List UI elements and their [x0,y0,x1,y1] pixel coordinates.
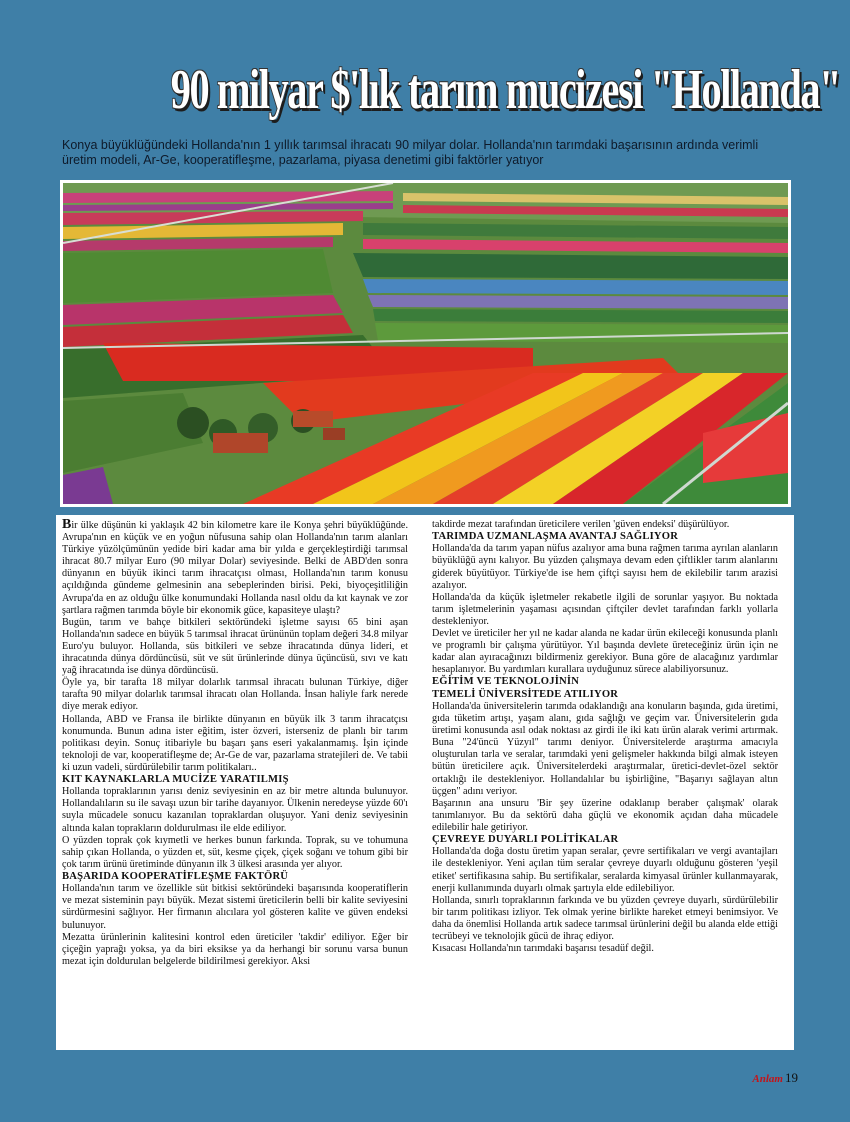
section-heading: KIT KAYNAKLARLA MUCİZE YARATILMIŞ [62,773,289,785]
page-number: 19 [785,1070,798,1085]
paragraph: Hollanda'da da tarım yapan nüfus azalıyor ama buna rağmen tarıma ayrılan alanların büyüklüğü aynı kalıyor. Bu yüzden çalışmaya devam eden çiftlikler tarım alanlarını giderek büyütüyor. Türkiye'de ise hem çiftçi sayısı hem de ekilebilir tarım arazisi azalıyor. [432,543,778,591]
section-heading: TEMELİ ÜNİVERSİTEDE ATILIYOR [432,688,619,700]
paragraph: Mezatta ürünlerinin kalitesini kontrol eden üreticiler 'takdir' ediliyor. Eğer bir çiçeğin yaprağı yoksa, ya da biri eksikse ya da herhangi bir sorunu varsa bunun mezat için doldurulan belgelerde bildirilmesi gerekiyor. Aksi [62,931,408,967]
paragraph: Hollanda, ABD ve Fransa ile birlikte dünyanın en büyük ilk 3 tarım ihracatçısı konumunda. Bunun adına ister eğitim, ister özveri, isterseniz de planlı bir tarım politikası deyin. Sonuç itibariyle bu başarı şans eseri yakalanmamış. İşin içinde teknoloji de var, kooperatifleşme de; Ar-Ge de var, pazarlama stratejileri de. Ve tabii ki uzun vadeli, sürdürülebilir tarım politikaları.. [62,713,408,773]
paragraph: Devlet ve üreticiler her yıl ne kadar alanda ne kadar ürün ekileceği konusunda planlı ve programlı bir çalışma yürütüyor. Yıl başında devlete üreteceğiniz ürün için ne kadar alan ayıracağınızı bildirmeniz gerekiyor. Buna göre de alacağınız yardımlar hesaplanıyor. Bu yardımları kurallara uyduğunuz sürece alabiliyorsunuz. [432,628,778,676]
paragraph: Hollanda, sınırlı topraklarının farkında ve bu yüzden çevreye duyarlı, sürdürülebilir bir tarım politikası izliyor. Tek olmak yerine birlikte hareket etmeyi benimsiyor. Ve daha da önemlisi Hollanda artık sadece tarımsal ürünlerini değil bu alanda elde ettiği tecrübeyi ve teknolojik gücü de ihraç ediyor. [432,894,778,942]
paragraph: Kısacası Hollanda'nın tarımdaki başarısı tesadüf değil. [432,943,654,955]
drop-cap: B [62,517,72,532]
paragraph: Hollanda topraklarının yarısı deniz seviyesinin en az bir metre altında bulunuyor. Hollandalıların su ile savaşı uzun bir tarihe dayanıyor. Ülkenin neredeyse yüzde 60'ı suyla mücadele sonucu kazanılan topraklardan oluşuyor. Yani deniz seviyesinin altında kalan toprakların doldurulması ile elde ediliyor. [62,786,408,834]
left-column [62,519,408,968]
right-column [432,519,778,955]
tulip-fields-illustration [63,183,788,504]
article-subtitle: Konya büyüklüğündeki Hollanda'nın 1 yıllık tarımsal ihracatı 90 milyar dolar. Hollanda'nın tarımdaki başarısının ardında verimli üretim modeli, Ar-Ge, kooperatifleşme, pazarlama, piyasa denetimi gibi faktörler yatıyor [62,138,759,167]
paragraph: O yüzden toprak çok kıymetli ve herkes bunun farkında. Toprak, su ve tohumuna sahip çıkan Hollanda, o yüzden et, süt, kesme çiçek, çiçek soğanı ve tohum gibi bir çok tarım ürünü üretiminde dünyanın ilk 3 ülkesi arasında yer alıyor. [62,834,408,870]
article-title: 90 milyar $'lık tarım mucizesi "Hollanda" [170,59,841,121]
section-heading: BAŞARIDA KOOPERATİFLEŞME FAKTÖRÜ [62,870,289,882]
paragraph: Öyle ya, bir tarafta 18 milyar dolarlık tarımsal ihracatı bulunan Türkiye, diğer tarafta 90 milyar dolarlık tarımsal ihracatı olan Hollanda. İnsan haliyle fark nerede diye merak ediyor. [62,677,408,713]
article-body [56,515,794,1050]
paragraph: Bugün, tarım ve bahçe bitkileri sektöründeki işletme sayısı 65 bini aşan Hollanda'nın sadece en büyük 5 tarımsal ihracat ürününün toplam değeri 34.8 milyar Euro'yu buluyor. Hollanda, süs bitkileri ve sebze ihracatında dünya lideri, et ihracatında dünya dördüncüsü, süt ve süt ürünlerinde dünya üçüncüsü, sıvı ve katı yağ ihracatında ise dünya dördüncüsü. [62,616,408,677]
paragraph: Hollanda'da doğa dostu üretim yapan seralar, çevre sertifikaları ve vergi avantajları ile destekleniyor. Yeni açılan tüm seralar çevreye duyarlı olduğunu gösteren 'yeşil etiket' sertifikasına sahip. Bu sertifikalar, seralarda kimyasal ürünler kullanmayarak, enerji kullanımında duyarlı olmak şartıyla elde edilebiliyor. [432,846,778,894]
section-heading: ÇEVREYE DUYARLI POLİTİKALAR [432,834,619,846]
paragraph: Hollanda'nın tarım ve özellikle süt bitkisi sektöründeki başarısında kooperatiflerin ve mezat sisteminin payı büyük. Mezat sistemi üreticilerin belli bir kalite seviyesini sürdürmesini sağlıyor. Her firmanın alıcılara yol gösteren kalite ve güven endeksi bulunuyor. [62,883,408,931]
paragraph: takdirde mezat tarafından üreticilere verilen 'güven endeksi' düşürülüyor. [432,519,730,530]
page-footer [752,1070,798,1086]
section-heading: TARIMDA UZMANLAŞMA AVANTAJ SAĞLIYOR [432,531,679,543]
intro-paragraph: Bir ülke düşünün ki yaklaşık 42 bin kilometre kare ile Konya şehri büyüklüğünde. Avrupa'nın en küçük ve en yoğun nüfusuna sahip olan Hollanda'nın tarım alanları Türkiye yüzölçümünün yedide biri kadar ama bir yılda e gerçekleştirdiği tarımsal ihracat 80.7 milyar Euro (90 milyar Dolar) seviyesinde. Belki de ABD'den sonra dünyanın en büyük ikinci tarım ihracatçısı olması, Hollanda'nın tarım konusu açıldığında gündeme gelmesinin ana sebeplerinden birisi. Peki, biyoçeşitliliğin Avrupa'da en az olduğu ülke konumundaki Hollanda nasıl oldu da kıt kaynak ve zor şartlara rağmen tarımda böyle bir ekonomik güce, kapasiteye ulaştı? [62,517,408,616]
paragraph: Başarının ana unsuru 'Bir şey üzerine odaklanıp beraber çalışmak' olarak tanımlanıyor. Bu da sektörü daha güçlü ve ekonomik açıdan daha mücadele edilebilir hale getiriyor. [432,797,778,833]
paragraph: Hollanda'da da küçük işletmeler rekabetle ilgili de sorunlar yaşıyor. Bu noktada tarım işletmelerinin yaşaması açısından çiftçiler devlet tarafından farklı yollarla destekleniyor. [432,591,778,627]
tulip-fields-photo [60,180,791,507]
paragraph: Hollanda'da üniversitelerin tarımda odaklandığı ana konuların başında, gıda üretimi, gıda tüketim artışı, yaşam alanı, gıda sağlığı ve geçim var. Üniversitelerin gıda üretimi konusunda asıl odak noktası az girdi ile iki katı ürün alarak verimi artırmak. Buna "24'üncü Yüzyıl" tarımı deniyor. Üniversitelerde araştırma amacıyla oluşturulan tarla ve seralar, tarımdaki yeni gelişmeler hakkında bilgi almak isteyen bütün üreticilere açık. Üniversitelerdeki araştırmalar, üretici-devlet-özel sektör ortaklığı ile destekleniyor. Hollandalılar bu işbirliğine, "Başarıyı sağlayan altın üçgen" adını veriyor. [432,701,778,797]
section-heading: EĞİTİM VE TEKNOLOJİNİN [432,676,580,688]
magazine-logo: Anlam [752,1073,783,1085]
